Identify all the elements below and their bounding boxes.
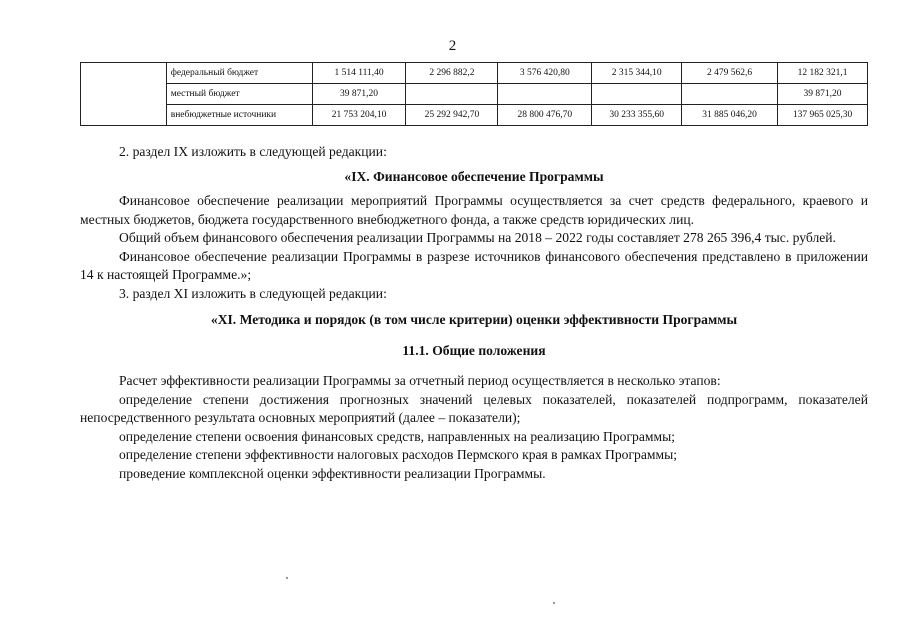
paragraph-stage-tax: определение степени эффективности налоговых расходов Пермского края в рамках Программы;	[119, 447, 677, 462]
table-cell: 21 753 204,10	[312, 105, 406, 126]
page-number: 2	[448, 38, 457, 54]
paragraph-stage-complex: проведение комплексной оценки эффективности реализации Программы.	[119, 465, 546, 481]
row-label: федеральный бюджет	[166, 63, 312, 84]
paragraph-appendix-ref: Финансовое обеспечение реализации Программы в разрезе источников финансового обеспечения представлено в приложении 14 к настоящей Программе.»;	[80, 248, 868, 282]
budget-table	[80, 62, 868, 126]
table-row-local	[81, 84, 868, 105]
document-body	[80, 143, 868, 483]
row-label: внебюджетные источники	[166, 105, 312, 126]
subsection-11-1-heading: 11.1. Общие положения	[402, 342, 546, 358]
table-cell: 31 885 046,20	[682, 105, 778, 126]
table-cell: 137 965 025,30	[778, 105, 868, 126]
item-3-text: 3. раздел XI изложить в следующей редакции:	[119, 285, 387, 301]
table-cell: 39 871,20	[778, 84, 868, 105]
table-cell: 2 315 344,10	[592, 63, 682, 84]
table-cell: 28 800 476,70	[498, 105, 592, 126]
table-cell	[592, 84, 682, 105]
paragraph-stage-financial: определение степени освоения финансовых средств, направленных на реализацию Программы;	[119, 428, 675, 444]
table-row-federal	[81, 63, 868, 84]
section-ix-heading: «IX. Финансовое обеспечение Программы	[344, 168, 604, 184]
table-cell: 12 182 321,1	[778, 63, 868, 84]
table-cell: 30 233 355,60	[592, 105, 682, 126]
table-cell	[498, 84, 592, 105]
table-cell: 25 292 942,70	[406, 105, 498, 126]
row-label: местный бюджет	[166, 84, 312, 105]
scan-speck	[286, 577, 288, 579]
paragraph-financing-sources: Финансовое обеспечение реализации мероприятий Программы осуществляется за счет средств федерального, краевого и местных бюджетов, бюджета государственного внебюджетного фонда, а также средств юридических лиц.	[80, 193, 868, 227]
paragraph-stage-indicators: определение степени достижения прогнозных значений целевых показателей, показателей подпрограмм, показателей непосредственного результата основных мероприятий (далее – показатели);	[80, 391, 868, 425]
paragraph-calculation-stages: Расчет эффективности реализации Программы за отчетный период осуществляется в несколько этапов:	[119, 373, 721, 388]
table-row-extrabudget	[81, 105, 868, 126]
table-cell: 2 296 882,2	[406, 63, 498, 84]
table-empty-cell	[81, 63, 167, 126]
table-cell: 39 871,20	[312, 84, 406, 105]
scan-speck	[553, 602, 555, 604]
table-cell: 3 576 420,80	[498, 63, 592, 84]
item-2-text: 2. раздел IX изложить в следующей редакции:	[119, 144, 387, 159]
section-xi-heading: «XI. Методика и порядок (в том числе критерии) оценки эффективности Программы	[210, 312, 738, 327]
table-cell	[682, 84, 778, 105]
paragraph-total-volume: Общий объем финансового обеспечения реализации Программы на 2018 – 2022 годы составляет 278 265 396,4 тыс. рублей.	[119, 230, 836, 245]
table-cell	[406, 84, 498, 105]
table-cell: 2 479 562,6	[682, 63, 778, 84]
table-cell: 1 514 111,40	[312, 63, 406, 84]
